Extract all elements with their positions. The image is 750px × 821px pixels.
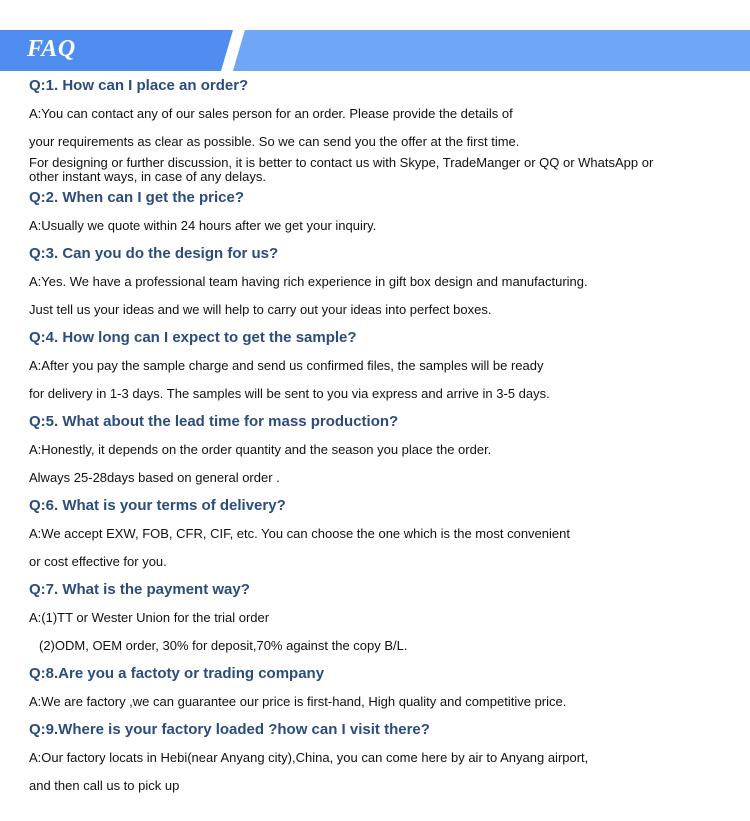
question-8: Q:8.Are you a factoty or trading company	[29, 665, 325, 682]
answer-2-line-1: A:Usually we quote within 24 hours after we get your inquiry.	[29, 218, 377, 233]
answer-4-line-1: A:After you pay the sample charge and send us confirmed files, the samples will be ready	[29, 358, 544, 373]
answer-1-line-1: A:You can contact any of our sales person for an order. Please provide the details of	[29, 106, 513, 121]
answer-9-line-1: A:Our factory locats in Hebi(near Anyang city),China, you can come here by air to Anyang airport,	[29, 750, 589, 765]
answer-4-line-2: for delivery in 1-3 days. The samples will be sent to you via express and arrive in 3-5 days.	[29, 386, 550, 401]
faq-list	[29, 72, 739, 800]
answer-6-line-1: A:We accept EXW, FOB, CFR, CIF, etc. You can choose the one which is the most convenient	[29, 526, 570, 541]
faq-banner	[0, 30, 750, 71]
question-7: Q:7. What is the payment way?	[29, 581, 250, 598]
page-title: FAQ	[27, 36, 76, 62]
answer-1-paragraph	[29, 156, 739, 184]
banner-background	[0, 30, 750, 71]
answer-6-line-2: or cost effective for you.	[29, 554, 167, 569]
answer-7-line-1: A:(1)TT or Wester Union for the trial order	[29, 610, 270, 625]
question-1: Q:1. How can I place an order?	[29, 77, 249, 94]
question-5: Q:5. What about the lead time for mass production?	[29, 413, 399, 430]
question-9: Q:9.Where is your factory loaded ?how can I visit there?	[29, 721, 430, 738]
answer-8-line-1: A:We are factory ,we can guarantee our price is first-hand, High quality and competitive price.	[29, 694, 567, 709]
question-2: Q:2. When can I get the price?	[29, 189, 245, 206]
answer-7-line-2: (2)ODM, OEM order, 30% for deposit,70% against the copy B/L.	[39, 638, 408, 653]
answer-1-line-2: your requirements as clear as possible. So we can send you the offer at the first time.	[29, 134, 520, 149]
answer-1-line-3: For designing or further discussion, it is better to contact us with Skype, TradeManger or QQ or WhatsApp or	[29, 155, 654, 170]
answer-5-line-2: Always 25-28days based on general order .	[29, 470, 280, 485]
answer-5-line-1: A:Honestly, it depends on the order quantity and the season you place the order.	[29, 442, 492, 457]
answer-3-line-1: A:Yes. We have a professional team having rich experience in gift box design and manufacturing.	[29, 274, 588, 289]
answer-3-line-2: Just tell us your ideas and we will help to carry out your ideas into perfect boxes.	[29, 302, 492, 317]
answer-9-line-2: and then call us to pick up	[29, 778, 180, 793]
question-6: Q:6. What is your terms of delivery?	[29, 497, 286, 514]
answer-1-line-4: other instant ways, in case of any delays.	[29, 169, 267, 184]
question-4: Q:4. How long can I expect to get the sample?	[29, 329, 357, 346]
question-3: Q:3. Can you do the design for us?	[29, 245, 279, 262]
